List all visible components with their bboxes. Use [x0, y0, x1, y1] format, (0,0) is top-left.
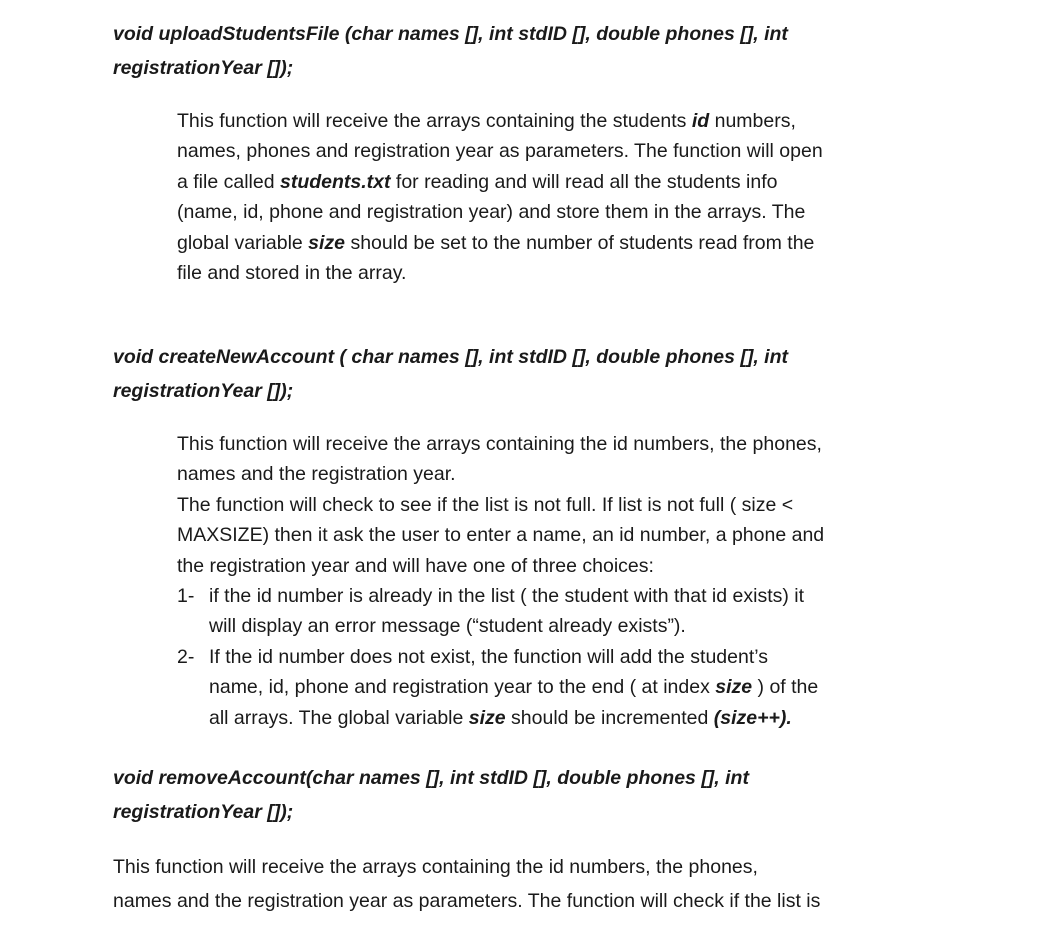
signature-line: void createNewAccount ( char names [], int stdID [], double phones [], int: [113, 346, 788, 368]
description-remove-account: [113, 850, 820, 918]
list-item-continuation: will display an error message (“student already exists”).: [209, 615, 686, 638]
signature-upload-students-file: [113, 17, 788, 85]
text-line: file and stored in the array.: [177, 262, 407, 285]
text-line: names, phones and registration year as parameters. The function will open: [177, 140, 823, 163]
description-create-new-account: [177, 429, 824, 733]
text-line: names and the registration year as parameters. The function will check if the list is: [113, 890, 821, 912]
signature-line: void uploadStudentsFile (char names [], int stdID [], double phones [], int: [113, 23, 788, 45]
keyword-size: size: [468, 706, 506, 729]
text-line: This function will receive the arrays containing the id numbers, the phones,: [177, 433, 822, 455]
text-line: a file called students.txt for reading and will read all the students info: [177, 170, 778, 193]
list-item: 2- If the id number does not exist, the function will add the student’s: [177, 642, 824, 672]
text-line: global variable size should be set to the number of students read from the: [177, 231, 815, 254]
keyword-size: size: [715, 676, 753, 699]
keyword-filename: students.txt: [279, 170, 391, 193]
keyword-size: size: [308, 231, 346, 254]
list-item-continuation: name, id, phone and registration year to the end ( at index size ) of the: [209, 676, 819, 699]
text-line: MAXSIZE) then it ask the user to enter a name, an id number, a phone and: [177, 524, 825, 547]
signature-line: registrationYear []);: [113, 801, 294, 823]
list-number: 2-: [177, 645, 195, 668]
list-item: 1- if the id number is already in the list ( the student with that id exists) it: [177, 581, 824, 611]
keyword-id: id: [691, 110, 710, 132]
signature-line: registrationYear []);: [113, 380, 294, 402]
text-line: names and the registration year.: [177, 463, 456, 486]
list-item-continuation: all arrays. The global variable size should be incremented (size++).: [209, 706, 792, 729]
signature-remove-account: [113, 761, 749, 829]
keyword-size-increment: (size++).: [713, 706, 792, 729]
text-line: The function will check to see if the list is not full. If list is not full ( size <: [177, 493, 794, 516]
signature-line: registrationYear []);: [113, 57, 294, 79]
text-line: This function will receive the arrays containing the students id numbers,: [177, 110, 796, 132]
text-line: the registration year and will have one of three choices:: [177, 554, 654, 577]
list-number: 1-: [177, 585, 195, 608]
signature-line: void removeAccount(char names [], int stdID [], double phones [], int: [113, 767, 749, 789]
signature-create-new-account: [113, 340, 788, 408]
description-upload-students-file: [177, 106, 823, 288]
text-line: This function will receive the arrays containing the id numbers, the phones,: [113, 856, 758, 878]
text-line: (name, id, phone and registration year) and store them in the arrays. The: [177, 201, 806, 224]
